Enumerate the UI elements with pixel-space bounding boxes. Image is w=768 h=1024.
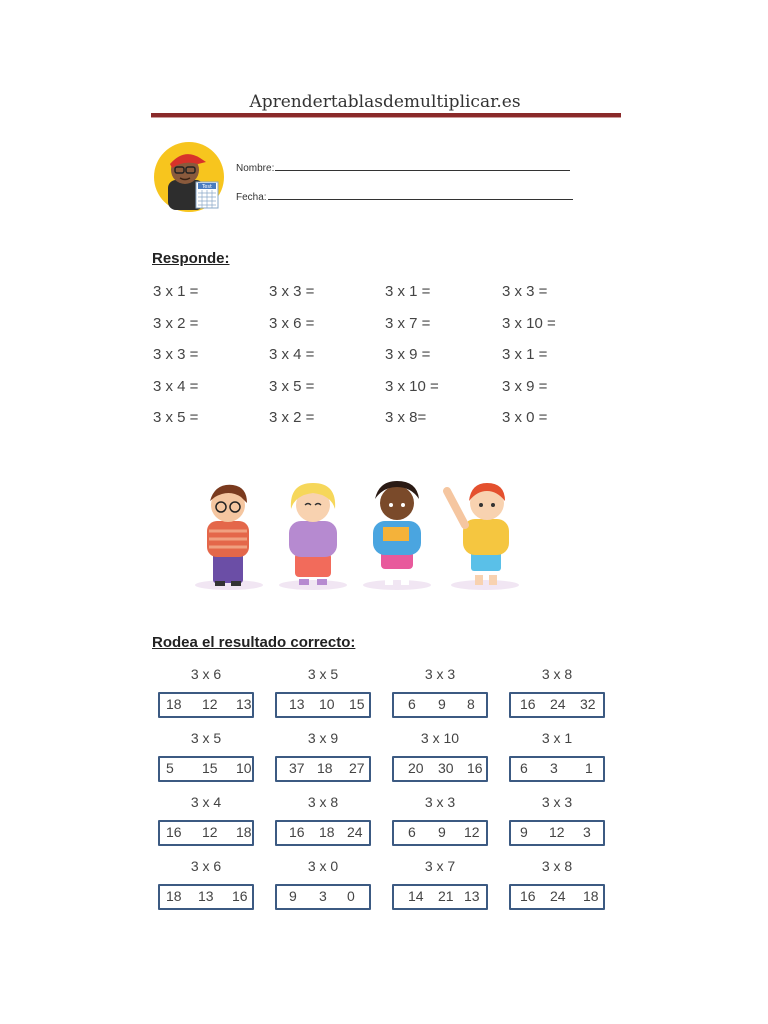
choice-option[interactable]: 9 xyxy=(520,824,528,840)
title-divider xyxy=(151,113,621,118)
choice-option[interactable]: 6 xyxy=(520,760,528,776)
choice-option[interactable]: 9 xyxy=(438,696,446,712)
choice-operation: 3 x 5 xyxy=(190,730,222,746)
choice-option[interactable]: 1 xyxy=(585,760,593,776)
choice-item xyxy=(275,791,371,846)
choice-option[interactable]: 3 xyxy=(550,760,558,776)
child-4-icon xyxy=(447,483,519,590)
choice-box xyxy=(158,820,254,846)
choice-option[interactable]: 16 xyxy=(467,760,483,776)
choice-box xyxy=(275,884,371,910)
choice-option[interactable]: 24 xyxy=(550,888,566,904)
choice-option[interactable]: 16 xyxy=(289,824,305,840)
exercise-item[interactable]: 3 x 2 = xyxy=(269,409,315,427)
choice-row xyxy=(158,855,610,919)
exercise-item[interactable]: 3 x 5 = xyxy=(153,409,199,427)
name-label: Nombre: xyxy=(236,163,275,174)
date-label: Fecha: xyxy=(236,192,267,203)
choice-operation: 3 x 3 xyxy=(424,666,456,682)
children-illustration xyxy=(185,475,530,595)
choice-option[interactable]: 16 xyxy=(520,696,536,712)
name-blank[interactable] xyxy=(275,170,570,171)
choice-option[interactable]: 13 xyxy=(289,696,305,712)
choice-option[interactable]: 27 xyxy=(349,760,365,776)
choice-item xyxy=(509,855,605,910)
choice-box xyxy=(392,884,488,910)
choice-item xyxy=(392,855,488,910)
exercise-item[interactable]: 3 x 1 = xyxy=(153,283,199,300)
choice-operation: 3 x 8 xyxy=(541,858,573,874)
name-field[interactable] xyxy=(236,163,570,174)
choice-option[interactable]: 18 xyxy=(319,824,335,840)
choice-item xyxy=(509,663,605,718)
choice-option[interactable]: 16 xyxy=(232,888,248,904)
choice-operation: 3 x 5 xyxy=(307,666,339,682)
choice-option[interactable]: 18 xyxy=(236,824,252,840)
choice-option[interactable]: 9 xyxy=(438,824,446,840)
exercise-item[interactable]: 3 x 1 = xyxy=(385,283,431,300)
choice-item xyxy=(275,855,371,910)
exercise-item[interactable]: 3 x 10 = xyxy=(502,314,556,332)
choice-box xyxy=(275,692,371,718)
choice-option[interactable]: 3 xyxy=(583,824,591,840)
choice-item xyxy=(158,791,254,846)
choice-operation: 3 x 3 xyxy=(424,794,456,810)
choice-option[interactable]: 6 xyxy=(408,824,416,840)
student-avatar-icon xyxy=(154,142,224,212)
choice-option[interactable]: 15 xyxy=(202,760,218,776)
choice-box xyxy=(392,692,488,718)
choice-box xyxy=(509,820,605,846)
date-field[interactable] xyxy=(236,192,573,203)
choice-option[interactable]: 16 xyxy=(166,824,182,840)
choice-option[interactable]: 21 xyxy=(438,888,454,904)
child-1-icon xyxy=(195,485,263,590)
exercise-item[interactable]: 3 x 0 = xyxy=(502,409,548,427)
choice-item xyxy=(392,727,488,782)
choice-option[interactable]: 37 xyxy=(289,760,305,776)
choice-box xyxy=(158,692,254,718)
choice-option[interactable]: 12 xyxy=(202,696,218,712)
choice-operation: 3 x 9 xyxy=(307,730,339,746)
exercise-row xyxy=(153,315,613,347)
avatar-badge-text: Test xyxy=(202,184,212,190)
choice-option[interactable]: 24 xyxy=(550,696,566,712)
choice-option[interactable]: 20 xyxy=(408,760,424,776)
choice-operation: 3 x 1 xyxy=(541,730,573,746)
exercise-item[interactable]: 3 x 5 = xyxy=(269,377,315,395)
child-3-icon xyxy=(363,481,431,590)
exercise-item[interactable]: 3 x 3 = xyxy=(269,283,315,300)
choice-row xyxy=(158,791,610,855)
choice-box xyxy=(509,884,605,910)
choice-item xyxy=(158,663,254,718)
exercise-item[interactable]: 3 x 10 = xyxy=(385,377,439,395)
choice-option[interactable]: 6 xyxy=(408,696,416,712)
date-blank[interactable] xyxy=(268,199,573,200)
choice-box xyxy=(275,820,371,846)
choice-operation: 3 x 3 xyxy=(541,794,573,810)
choice-item xyxy=(158,727,254,782)
choice-option[interactable]: 18 xyxy=(166,696,182,712)
exercise-item[interactable]: 3 x 8= xyxy=(385,409,427,427)
choice-row xyxy=(158,727,610,791)
choice-box xyxy=(392,756,488,782)
choice-option[interactable]: 16 xyxy=(520,888,536,904)
choice-option[interactable]: 9 xyxy=(289,888,297,904)
choice-option[interactable]: 30 xyxy=(438,760,454,776)
choice-operation: 3 x 10 xyxy=(420,730,460,746)
choice-box xyxy=(158,884,254,910)
choice-box xyxy=(275,756,371,782)
choice-item xyxy=(392,791,488,846)
choice-grid xyxy=(158,663,610,919)
exercise-item[interactable]: 3 x 3 = xyxy=(502,283,548,300)
choice-box xyxy=(509,692,605,718)
child-2-icon xyxy=(279,483,347,590)
choice-option[interactable]: 12 xyxy=(464,824,480,840)
choice-operation: 3 x 0 xyxy=(307,858,339,874)
responde-heading: Responde: xyxy=(152,250,230,267)
responde-exercises xyxy=(153,283,613,441)
choice-option[interactable]: 13 xyxy=(464,888,480,904)
choice-box xyxy=(158,756,254,782)
choice-option[interactable]: 12 xyxy=(202,824,218,840)
exercise-item[interactable]: 3 x 9 = xyxy=(502,377,548,395)
exercise-item[interactable]: 3 x 4 = xyxy=(269,346,315,364)
site-title: Aprendertablasdemultiplicar.es xyxy=(249,92,521,112)
choice-item xyxy=(158,855,254,910)
exercise-item[interactable]: 3 x 9 = xyxy=(385,346,431,364)
exercise-item[interactable]: 3 x 2 = xyxy=(153,314,199,332)
choice-box xyxy=(509,756,605,782)
choice-operation: 3 x 8 xyxy=(307,794,339,810)
exercise-item[interactable]: 3 x 4 = xyxy=(153,377,199,395)
choice-operation: 3 x 6 xyxy=(190,858,222,874)
choice-operation: 3 x 4 xyxy=(190,794,222,810)
choice-row xyxy=(158,663,610,727)
choice-operation: 3 x 8 xyxy=(541,666,573,682)
choice-option[interactable]: 32 xyxy=(580,696,596,712)
choice-item xyxy=(509,791,605,846)
choice-item xyxy=(392,663,488,718)
choice-option[interactable]: 18 xyxy=(317,760,333,776)
choice-option[interactable]: 14 xyxy=(408,888,424,904)
choice-option[interactable]: 13 xyxy=(198,888,214,904)
choice-option[interactable]: 10 xyxy=(319,696,335,712)
choice-option[interactable]: 0 xyxy=(347,888,355,904)
choice-item xyxy=(509,727,605,782)
choice-box xyxy=(392,820,488,846)
exercise-row xyxy=(153,283,613,315)
choice-option[interactable]: 13 xyxy=(236,696,252,712)
choice-option[interactable]: 24 xyxy=(347,824,363,840)
exercise-row xyxy=(153,409,613,441)
choice-option[interactable]: 5 xyxy=(166,760,174,776)
choice-operation: 3 x 7 xyxy=(424,858,456,874)
rodea-heading: Rodea el resultado correcto: xyxy=(152,634,356,651)
choice-option[interactable]: 18 xyxy=(583,888,599,904)
exercise-row xyxy=(153,378,613,410)
exercise-item[interactable]: 3 x 3 = xyxy=(153,346,199,364)
exercise-item[interactable]: 3 x 1 = xyxy=(502,346,548,364)
choice-option[interactable]: 10 xyxy=(236,760,252,776)
choice-operation: 3 x 6 xyxy=(190,666,222,682)
choice-item xyxy=(275,727,371,782)
choice-option[interactable]: 12 xyxy=(549,824,565,840)
choice-option[interactable]: 18 xyxy=(166,888,182,904)
exercise-item[interactable]: 3 x 7 = xyxy=(385,314,431,332)
choice-option[interactable]: 3 xyxy=(319,888,327,904)
exercise-item[interactable]: 3 x 6 = xyxy=(269,314,315,332)
choice-item xyxy=(275,663,371,718)
choice-option[interactable]: 8 xyxy=(467,696,475,712)
choice-option[interactable]: 15 xyxy=(349,696,365,712)
exercise-row xyxy=(153,346,613,378)
